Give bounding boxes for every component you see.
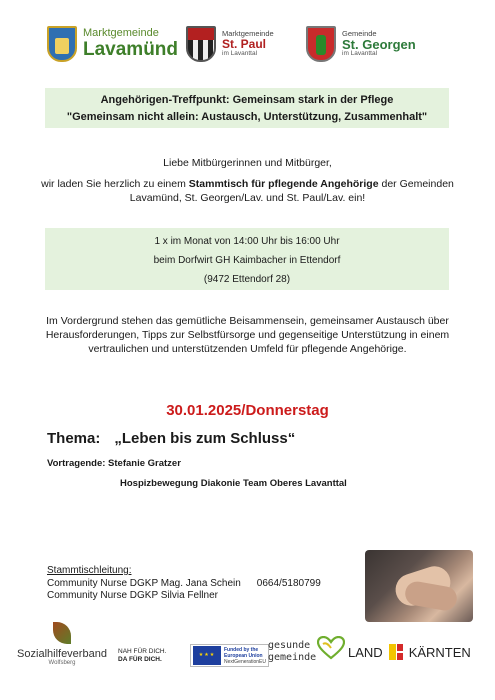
schedule-address: (9472 Ettendorf 28) — [203, 274, 291, 285]
logo-st-paul — [186, 26, 274, 62]
theme — [47, 430, 295, 447]
header-logos — [0, 0, 495, 80]
logo-nah-fuer-dich — [118, 648, 166, 664]
intro-text — [30, 156, 465, 205]
eu-line2: European Union — [224, 652, 263, 659]
lavamuend-line1: Marktgemeinde — [83, 27, 159, 40]
leadership — [47, 565, 321, 603]
invitation-pre: wir laden Sie herzlich zu einem — [41, 178, 189, 190]
leader-2: Community Nurse DGKP Silvia Fellner — [47, 590, 218, 601]
eu-line3: NextGenerationEU — [224, 658, 266, 665]
st-georgen-line2: St. Georgen — [342, 36, 416, 52]
sozial-sub: Wolfsberg — [48, 660, 76, 666]
st-paul-line2: St. Paul — [222, 37, 267, 52]
st-georgen-line3: im Lavanttal — [342, 50, 378, 58]
logo-land-kaernten — [348, 644, 471, 660]
speaker: Vortragende: Stefanie Gratzer — [47, 458, 181, 469]
heading-subtitle: "Gemeinsam nicht allein: Austausch, Unterstützung, Zusammenhalt" — [66, 111, 428, 123]
greeting: Liebe Mitbürgerinnen und Mitbürger, — [163, 157, 332, 169]
theme-title: „Leben bis zum Schluss“ — [114, 430, 296, 447]
sozial-name: Sozialhilfeverband — [17, 648, 107, 660]
holding-hands-photo — [365, 550, 473, 622]
footer-logos — [0, 622, 495, 682]
event-date: 30.01.2025/Donnerstag — [166, 402, 329, 419]
gesunde-line2: gemeinde — [268, 652, 317, 663]
land-right: KÄRNTEN — [408, 644, 471, 660]
land-left: LAND — [348, 644, 383, 660]
kaernten-mark-icon — [389, 644, 403, 660]
logo-sozialhilfeverband — [12, 622, 112, 666]
leaf-icon — [53, 622, 71, 644]
logo-gesunde-gemeinde — [268, 640, 316, 664]
logo-eu-funding — [190, 644, 269, 667]
invitation-post: der Gemeinden Lavamünd, St. Georgen/Lav. und St. Paul/Lav. ein! — [129, 178, 454, 204]
lavamuend-crest-icon — [47, 26, 77, 62]
schedule-box — [45, 228, 449, 290]
theme-label: Thema: — [47, 430, 101, 447]
logo-st-georgen — [306, 26, 416, 62]
st-paul-line1: Marktgemeinde — [222, 29, 274, 39]
invitation — [30, 177, 465, 205]
logo-lavamuend — [47, 26, 178, 62]
heading-box — [45, 88, 449, 128]
invitation-bold: Stammtisch für pflegende Angehörige — [188, 178, 379, 190]
nah-line2: DA FÜR DICH. — [118, 656, 162, 663]
leader-1: Community Nurse DGKP Mag. Jana Schein — [47, 577, 241, 589]
heading-title: Angehörigen-Treffpunkt: Gemeinsam stark in der Pflege — [100, 94, 394, 106]
lavamuend-line2: Lavamünd — [83, 38, 179, 60]
organization: Hospizbewegung Diakonie Team Oberes Lavanttal — [120, 478, 347, 489]
description: Im Vordergrund stehen das gemütliche Beisammensein, gemeinsamer Austausch über Herausforderungen, Tipps zur Selbstfürsorge und gegenseitige Unterstützung in einem vertraulichen und unterstützenden Umfeld für pflegende Angehörige. — [45, 315, 450, 356]
leader-phone: 0664/5180799 — [256, 577, 321, 589]
eu-flag-icon: ★★★ — [193, 646, 221, 665]
st-paul-line3: im Lavanttal — [222, 49, 258, 57]
leadership-heading: Stammtischleitung: — [47, 565, 132, 576]
nah-line1: NAH FÜR DICH. — [118, 648, 167, 655]
eu-line1: Funded by the — [224, 646, 259, 653]
schedule-frequency: 1 x im Monat von 14:00 Uhr bis 16:00 Uhr — [154, 236, 340, 247]
heart-icon — [317, 636, 345, 660]
st-paul-crest-icon — [186, 26, 216, 62]
gesunde-line1: gesunde — [268, 640, 311, 651]
st-georgen-line1: Gemeinde — [342, 28, 377, 38]
st-georgen-crest-icon — [306, 26, 336, 62]
schedule-venue: beim Dorfwirt GH Kaimbacher in Ettendorf — [153, 255, 341, 266]
